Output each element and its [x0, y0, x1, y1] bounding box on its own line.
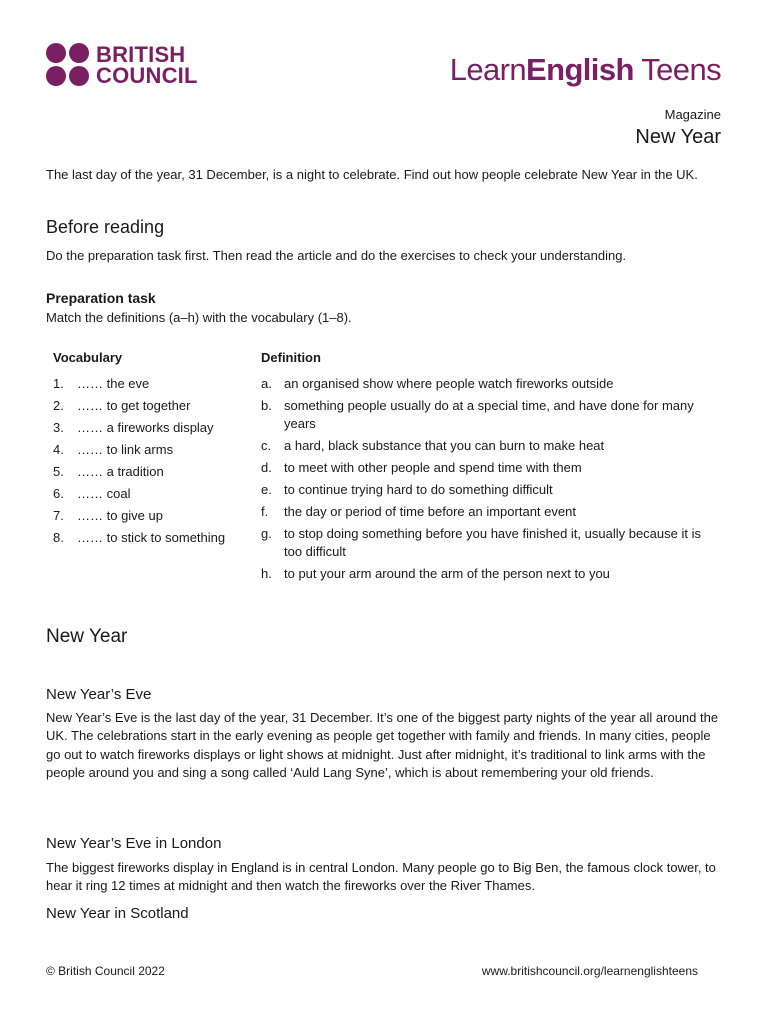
british-council-logo	[46, 43, 198, 86]
section-paragraph: New Year’s Eve is the last day of the year, 31 December. It’s one of the biggest party nights of the year all around the UK. The celebrations start in the early evening as people get together with family and friends. In many cities, people go out to watch fireworks displays or light shows at midnight. Just after midnight, it’s traditional to link arms with the people around you and sing a song called ‘Auld Lang Syne’, which is about remembering your old friends.	[46, 710, 719, 780]
item-letter: h.	[261, 566, 272, 581]
item-letter: f.	[261, 504, 269, 519]
british-council-dots-icon	[46, 43, 89, 86]
intro-paragraph: The last day of the year, 31 December, is a night to celebrate. Find out how people celebrate New Year in the UK.	[46, 167, 698, 182]
before-reading-text: Do the preparation task first. Then read the article and do the exercises to check your understanding.	[46, 248, 627, 263]
section-heading: New Year’s Eve in London	[46, 835, 222, 852]
preparation-task-heading: Preparation task	[46, 290, 156, 306]
definition-header: Definition	[261, 350, 321, 365]
definition-list	[261, 375, 711, 583]
section-label: Magazine	[664, 107, 721, 122]
item-text: the day or period of time before an important event	[284, 504, 576, 519]
vocabulary-item	[53, 441, 253, 459]
vocabulary-item	[53, 397, 253, 415]
item-letter: g.	[261, 526, 272, 541]
section-heading: New Year’s Eve	[46, 686, 152, 703]
item-text: a hard, black substance that you can burn to make heat	[284, 438, 605, 453]
item-number: 2.	[53, 398, 64, 413]
item-text: an organised show where people watch fireworks outside	[284, 376, 614, 391]
item-text: to meet with other people and spend time with them	[284, 460, 582, 475]
vocabulary-item	[53, 507, 253, 525]
vocabulary-item	[53, 463, 253, 481]
item-text: …… to stick to something	[77, 530, 226, 545]
item-text: to continue trying hard to do something difficult	[284, 482, 553, 497]
learnenglish-teens-logo: LearnEnglish Teens	[449, 52, 721, 87]
definition-item	[261, 397, 711, 433]
item-number: 6.	[53, 486, 64, 501]
definition-item	[261, 459, 711, 477]
item-number: 7.	[53, 508, 64, 523]
footer-copyright: © British Council 2022	[46, 964, 165, 978]
item-text: something people usually do at a special time, and have done for many years	[284, 398, 694, 431]
item-number: 3.	[53, 420, 64, 435]
item-number: 8.	[53, 530, 64, 545]
item-text: …… a fireworks display	[77, 420, 214, 435]
vocabulary-header: Vocabulary	[53, 350, 123, 365]
page-title: New Year	[635, 126, 721, 148]
definition-item	[261, 565, 711, 583]
definition-item	[261, 437, 711, 455]
before-reading-heading: Before reading	[46, 217, 165, 237]
definition-item	[261, 481, 711, 499]
item-letter: b.	[261, 398, 272, 413]
item-text: …… to get together	[77, 398, 191, 413]
vocabulary-item	[53, 485, 253, 503]
vocabulary-column	[53, 349, 253, 551]
item-text: …… to give up	[77, 508, 163, 523]
vocabulary-item	[53, 529, 253, 547]
item-letter: d.	[261, 460, 272, 475]
item-text: …… the eve	[77, 376, 150, 391]
british-council-wordmark: BRITISH COUNCIL	[96, 41, 198, 88]
item-text: …… a tradition	[77, 464, 164, 479]
section-paragraph: The biggest fireworks display in England is in central London. Many people go to Big Ben, the famous clock tower, to hear it ring 12 times at midnight and then watch the fireworks over the River Thames.	[46, 860, 716, 894]
item-text: to put your arm around the arm of the person next to you	[284, 566, 610, 581]
definition-column	[261, 349, 711, 587]
preparation-task-instruction: Match the definitions (a–h) with the vocabulary (1–8).	[46, 310, 352, 325]
item-text: …… coal	[77, 486, 131, 501]
vocabulary-item	[53, 419, 253, 437]
vocabulary-list	[53, 375, 253, 547]
footer-url: www.britishcouncil.org/learnenglishteens	[481, 964, 698, 978]
item-text: to stop doing something before you have finished it, usually because it is too difficult	[284, 526, 701, 559]
item-number: 4.	[53, 442, 64, 457]
item-letter: c.	[261, 438, 272, 453]
item-letter: e.	[261, 482, 272, 497]
article-heading: New Year	[46, 626, 128, 647]
definition-item	[261, 503, 711, 521]
definition-item	[261, 525, 711, 561]
item-number: 1.	[53, 376, 64, 391]
item-letter: a.	[261, 376, 272, 391]
definition-item	[261, 375, 711, 393]
section-heading: New Year in Scotland	[46, 905, 189, 922]
vocabulary-item	[53, 375, 253, 393]
item-number: 5.	[53, 464, 64, 479]
item-text: …… to link arms	[77, 442, 174, 457]
